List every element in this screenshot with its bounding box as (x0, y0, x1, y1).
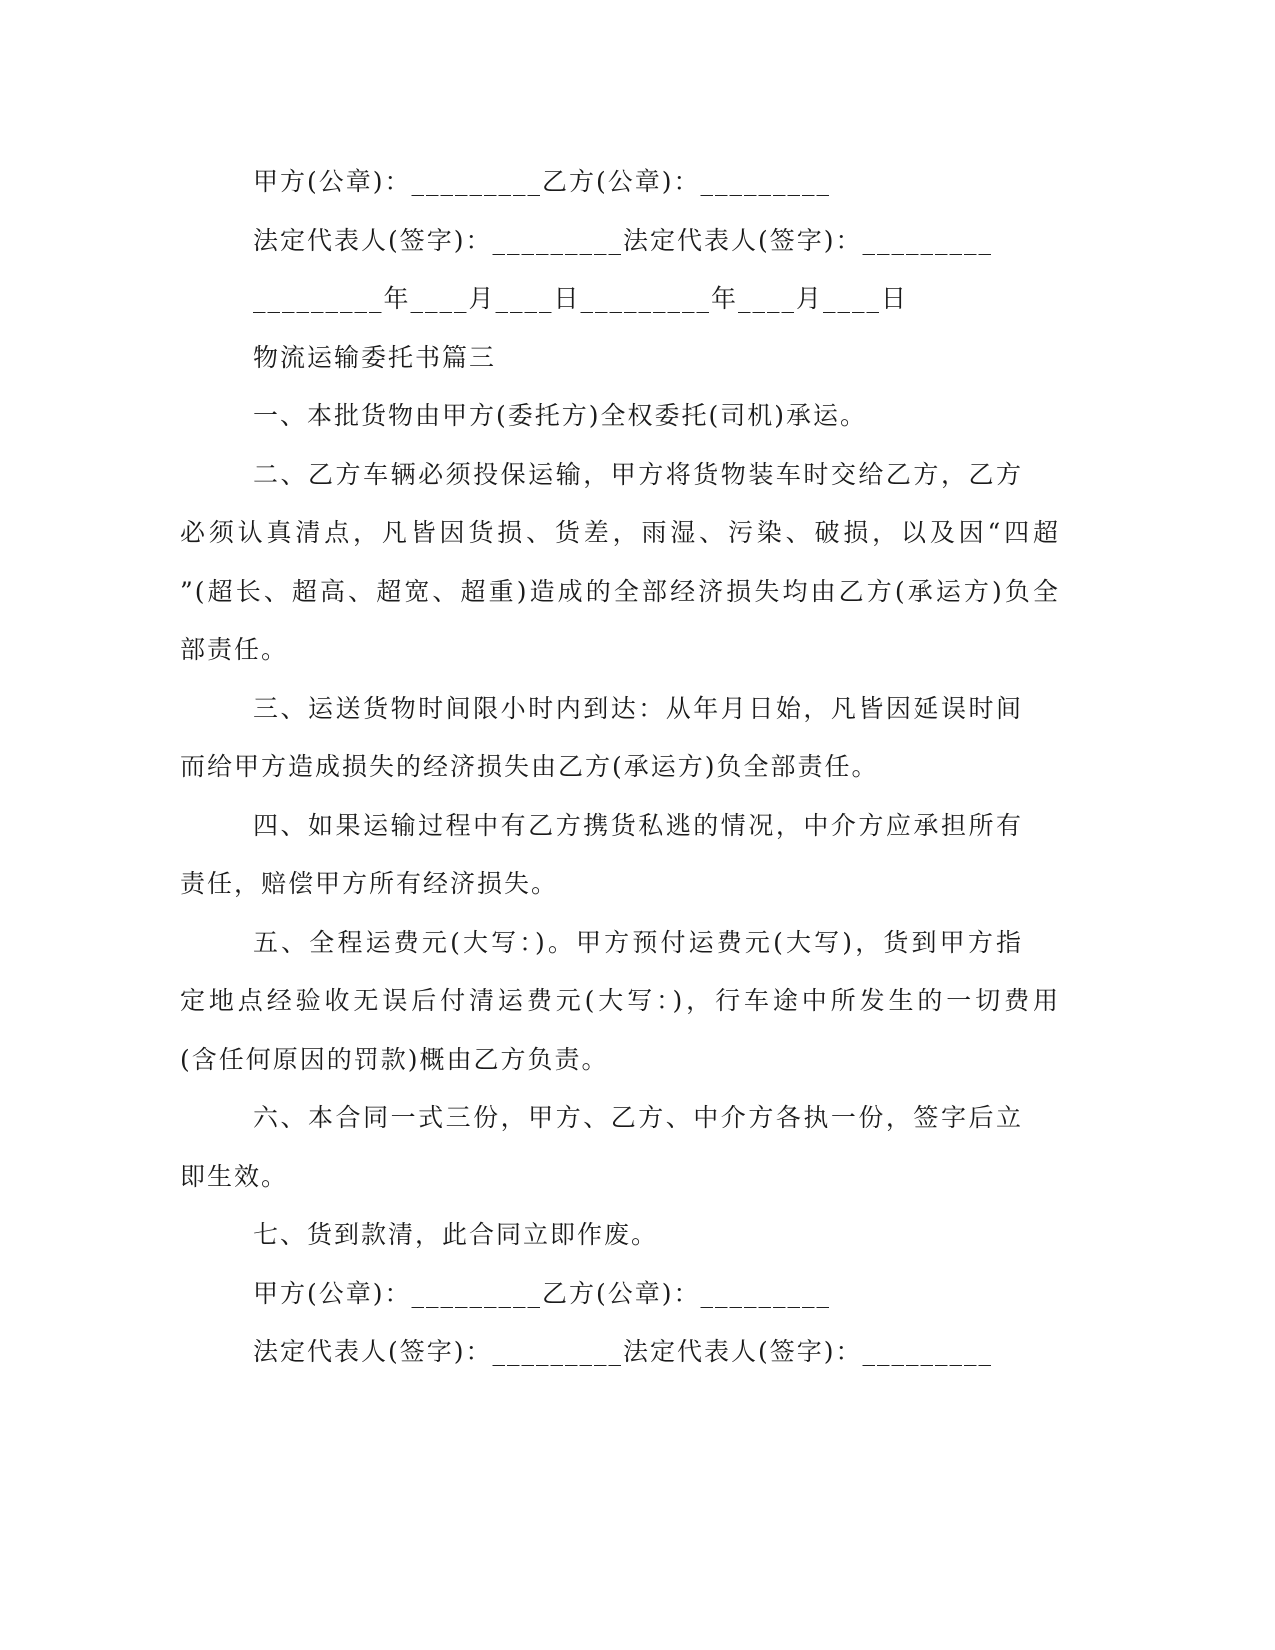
clause-3-line-1: 三、运送货物时间限小时内到达：从年月日始，凡皆因延误时间 (253, 694, 1023, 723)
signature-line-legal-reps: 法定代表人(签字)：_________法定代表人(签字)：_________ (253, 226, 994, 255)
clause-2-line-4: 部责任。 (180, 635, 289, 664)
clause-7: 七、货到款清，此合同立即作废。 (253, 1220, 659, 1249)
clause-5-line-1: 五、全程运费元(大写：)。甲方预付运费元(大写)，货到甲方指 (253, 928, 1023, 957)
clause-4-line-1: 四、如果运输过程中有乙方携货私逃的情况，中介方应承担所有 (253, 811, 1023, 840)
clause-3-line-2: 而给甲方造成损失的经济损失由乙方(承运方)负全部责任。 (180, 752, 879, 781)
signature-line-party-seals-2: 甲方(公章)：_________乙方(公章)：_________ (253, 1279, 832, 1308)
clause-2-line-1: 二、乙方车辆必须投保运输，甲方将货物装车时交给乙方，乙方 (253, 460, 1023, 489)
section-title: 物流运输委托书篇三 (253, 343, 497, 372)
clause-2-line-2: 必须认真清点，凡皆因货损、货差，雨湿、污染、破损，以及因“四超 (180, 518, 1060, 547)
date-line: _________年____月____日_________年____月____日 (253, 284, 909, 313)
signature-line-legal-reps-2: 法定代表人(签字)：_________法定代表人(签字)：_________ (253, 1337, 994, 1366)
clause-1: 一、本批货物由甲方(委托方)全权委托(司机)承运。 (253, 401, 868, 430)
clause-2-line-3: ”(超长、超高、超宽、超重)造成的全部经济损失均由乙方(承运方)负全 (180, 577, 1060, 606)
signature-line-party-seals: 甲方(公章)：_________乙方(公章)：_________ (253, 167, 832, 196)
clause-5-line-2: 定地点经验收无误后付清运费元(大写：)，行车途中所发生的一切费用 (180, 986, 1060, 1015)
clause-6-line-1: 六、本合同一式三份，甲方、乙方、中介方各执一份，签字后立 (253, 1103, 1023, 1132)
clause-5-line-3: (含任何原因的罚款)概由乙方负责。 (180, 1045, 609, 1074)
clause-4-line-2: 责任，赔偿甲方所有经济损失。 (180, 869, 559, 898)
clause-6-line-2: 即生效。 (180, 1162, 289, 1191)
